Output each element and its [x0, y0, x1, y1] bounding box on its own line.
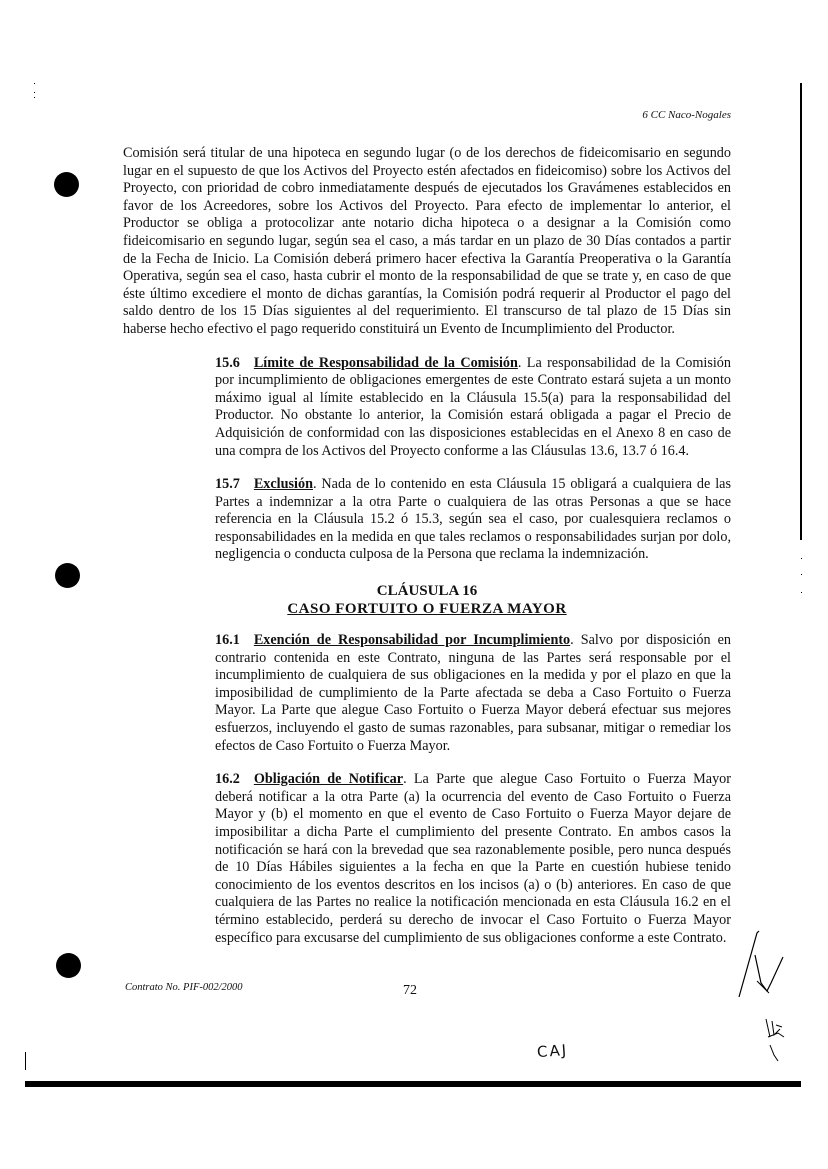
section-number: 16.1	[215, 632, 240, 649]
section-number: 15.7	[215, 476, 240, 493]
section-number: 16.2	[215, 771, 240, 788]
section-text: . Salvo por disposición en contrario contenida en este Contrato, ninguna de las Partes será responsable por el incumplimiento de cualquiera de sus obligaciones en la medida y por el plazo en que la imposibilidad de cumplimiento de la Parte afectada se deba a Caso Fortuito o Fuerza Mayor. La Parte que alegue Caso Fortuito o Fuerza Mayor deberá efectuar sus mejores esfuerzos, incluyendo el gasto de sumas razonables, para subsanar, mitigar o remediar los efectos de Caso Fortuito o Fuerza Mayor.	[215, 632, 731, 754]
section-title: Límite de Responsabilidad de la Comisión	[253, 354, 518, 371]
punch-hole-middle	[55, 563, 80, 588]
document-body	[123, 145, 731, 947]
section-text: . La responsabilidad de la Comisión por incumplimiento de obligaciones emergentes de este Contrato estará sujeta a un monto máximo igual al límite establecido en la Cláusula 15.5(a) para la responsabilidad del Productor. No obstante lo anterior, la Comisión estará obligada a pagar el Precio de Adquisición de conformidad con las disposiciones establecidas en el Anexo 8 en caso de una compra de los Activos del Proyecto conforme a las Cláusulas 13.6, 13.7 ó 16.4.	[215, 354, 731, 459]
section-16-2	[123, 771, 731, 947]
scan-speck	[34, 83, 35, 84]
punch-hole-bottom	[56, 953, 81, 978]
scan-speck	[801, 574, 802, 575]
page-number: 72	[403, 983, 417, 998]
section-15-7	[123, 476, 731, 564]
scan-speck	[34, 97, 35, 98]
left-margin-mark	[25, 1052, 26, 1070]
clause-number: CLÁUSULA 16	[376, 583, 478, 600]
section-text: . La Parte que alegue Caso Fortuito o Fuerza Mayor deberá notificar a la otra Parte (a) la ocurrencia del evento de Caso Fortuito o Fuerza Mayor y (b) el momento en que el evento de Caso Fortuito o Fuerza Mayor dejare de imposibilitar a dicha Parte el cumplimiento del presente Contrato. En ambos casos la notificación se hará con la brevedad que sea razonablemente posible, pero nunca después de 10 Días Hábiles siguientes a la fecha en que la Parte en cuestión hubiese tenido conocimiento de los eventos descritos en los incisos (a) o (b) anteriores. En caso de que cualquiera de las Partes no realice la notificación mencionada en esta Cláusula 16.2 en el término establecido, perderá su derecho de invocar el Caso Fortuito o Fuerza Mayor específico para excusarse del cumplimiento de sus obligaciones conforme a este Contrato.	[215, 771, 731, 946]
handwritten-signature	[735, 925, 795, 1005]
handwritten-initials: CAJ	[536, 1040, 569, 1062]
intro-paragraph: Comisión será titular de una hipoteca en segundo lugar (o de los derechos de fideicomisario en segundo lugar en el supuesto de que los Activos del Proyecto estén afectados en fideicomiso) sobre los Activos del Proyecto, con prioridad de cobro inmediatamente después de ejecutados los Gravámenes establecidos en favor de los Acreedores, sobre los Activos del Proyecto. Para efecto de implementar lo anterior, el Productor se obliga a protocolizar ante notario dicha hipoteca o a designar a la Comisión como fideicomisario en segundo lugar, según sea el caso, a más tardar en un plazo de 30 Días contados a partir de la Fecha de Inicio. La Comisión deberá primero hacer efectiva la Garantía Preoperativa o la Garantía Operativa, según sea el caso, hasta cubrir el monto de la responsabilidad de que se trate y, en caso de que éste último excediere el monto de dichas garantías, la Comisión podrá requerir al Productor el pago del saldo dentro de los 15 Días siguientes al del requerimiento. El transcurso de tal plazo de 15 Días sin haberse hecho efectivo el pago requerido constituirá un Evento de Incumplimiento del Productor.	[123, 145, 731, 337]
scan-speck	[34, 92, 35, 93]
right-margin-line	[800, 83, 802, 540]
section-15-6	[123, 355, 731, 461]
clause-title: CASO FORTUITO O FUERZA MAYOR	[287, 601, 567, 618]
section-16-1	[123, 632, 731, 755]
header-reference: 6 CC Naco-Nogales	[642, 109, 731, 121]
section-title: Exclusión	[253, 476, 313, 493]
section-title: Obligación de Notificar	[253, 771, 404, 788]
punch-hole-top	[54, 172, 79, 197]
section-text: . Nada de lo contenido en esta Cláusula 15 obligará a cualquiera de las Partes a indemnizar a la otra Parte o cualquiera de las otras Personas a que se hace referencia en la Cláusula 15.2 ó 15.3, según sea el caso, por cualesquiera reclamos o responsabilidades en la medida en que tales reclamos o responsabilidades surjan por dolo, negligencia o conducta culposa de la Persona que reclama la indemnización.	[215, 476, 731, 563]
scan-speck	[801, 592, 802, 593]
section-number: 15.6	[215, 354, 240, 371]
bottom-scan-bar	[25, 1081, 801, 1087]
section-title: Exención de Responsabilidad por Incumplimiento	[253, 632, 571, 649]
handwritten-initials-mark	[762, 1015, 792, 1065]
scan-speck	[801, 558, 802, 559]
footer-contract-number: Contrato No. PIF-002/2000	[125, 982, 243, 993]
